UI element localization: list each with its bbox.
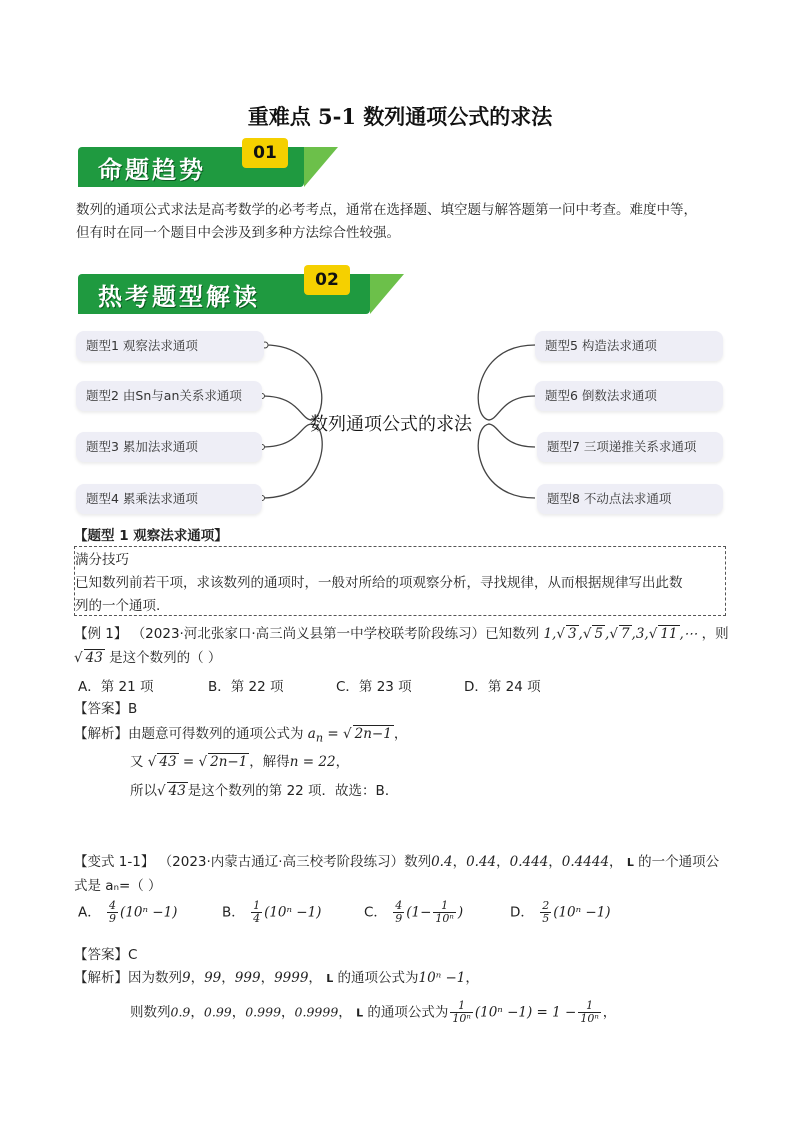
variant1-option-d (510, 900, 611, 925)
section-banner-hot-types (78, 270, 388, 314)
section-banner-trend (78, 143, 318, 187)
connector-left-2 (262, 396, 312, 420)
connector-right-3 (488, 424, 535, 447)
banner-label: 热考题型解读 (98, 282, 260, 311)
option-expr: (10ⁿ −1) (264, 904, 322, 921)
variant1-prefix: 【变式 1-1】 (74, 854, 155, 870)
frac-num: 1 (433, 900, 455, 913)
mindmap-item-1: 题型1 观察法求通项 (76, 331, 264, 361)
variant1-analysis-2 (130, 1000, 616, 1025)
fraction (578, 1000, 600, 1025)
frac-num: 1 (450, 1000, 472, 1013)
analysis-text: 是这个数列的第 22 项．故选：B． (187, 783, 399, 799)
variant1-line1 (74, 850, 719, 870)
example1-source: （2023·河北张家口·高三尚义县第一中学校联考阶段练习）已知数列 (131, 626, 540, 642)
seq-sep: ， (190, 970, 205, 986)
seq-sep: ， (452, 854, 467, 870)
example1-option-c: C．第 23 项 (336, 679, 412, 695)
analysis-label: 【解析】 (74, 726, 128, 742)
option-label: B． (222, 904, 245, 921)
fraction (540, 900, 551, 925)
tip-line-1: 已知数列前若干项，求该数列的通项时，一般对所给的项观察分析，寻找规律，从而根据规律写出此数 (75, 575, 683, 591)
type1-header: 【题型 1 观察法求通项】 (74, 528, 228, 544)
variant1-source: （2023·内蒙古通辽·高三校考阶段练习）数列 (158, 854, 432, 870)
mindmap-item-6: 题型6 倒数法求通项 (535, 381, 723, 411)
seq-sep: ， (281, 1004, 295, 1021)
seq-item: 0.4444 (561, 854, 610, 870)
mindmap-item-4: 题型4 累乘法求通项 (76, 484, 262, 514)
seq-sep: ， (231, 1004, 246, 1021)
example1-analysis-2 (130, 750, 349, 770)
variant1-analysis-1 (74, 966, 479, 986)
formula (307, 726, 394, 745)
option-label: C． (364, 904, 387, 921)
frac-num: 1 (253, 899, 261, 912)
frac-num: 1 (578, 1000, 600, 1013)
connector-left-3 (262, 424, 312, 447)
sqrt-sign (157, 783, 188, 799)
mindmap-item-3: 题型3 累加法求通项 (76, 432, 262, 462)
seq-radicand: 5 (594, 626, 604, 642)
ellipsis-glyph: L (356, 1006, 364, 1020)
seq-item: 0.4 (431, 854, 453, 870)
sqrt-sign (649, 626, 680, 642)
sqrt-sign (74, 650, 105, 666)
analysis-text: 的通项公式为 (337, 970, 419, 986)
banner-tail (370, 274, 404, 314)
option-expr: (10ⁿ −1) (120, 904, 178, 921)
radicand: 43 (159, 754, 177, 770)
example1-option-a: A．第 21 项 (78, 679, 154, 695)
sqrt-sign (148, 754, 179, 770)
analysis-text: 所以 (130, 783, 157, 799)
frac-num: 2 (542, 899, 550, 912)
fraction (107, 900, 118, 925)
example1-line2 (74, 646, 221, 666)
connector-right-1 (478, 345, 535, 420)
fraction (433, 900, 455, 925)
example1-answer (74, 697, 137, 717)
fraction (251, 900, 262, 925)
answer-value: C (128, 947, 138, 963)
connector-right-4 (478, 424, 535, 498)
frac-den: 10ⁿ (452, 1012, 471, 1025)
ellipsis-glyph: L (626, 856, 634, 869)
frac-num: 4 (109, 899, 117, 912)
seq-radicand: 7 (620, 626, 630, 642)
analysis-text: 又 (130, 754, 144, 770)
banner-label: 命题趋势 (98, 155, 206, 184)
formula-eq: = (178, 754, 199, 770)
frac-num: 4 (395, 899, 403, 912)
option-expr: (10ⁿ −1) (553, 904, 611, 921)
ellipsis-glyph: L (326, 972, 334, 985)
formula-sub: n (315, 731, 324, 745)
seq-sep: ， (308, 970, 322, 986)
example1-sequence (543, 626, 701, 642)
option-expr: ) (457, 904, 464, 921)
seq-sep: ,⋯ (679, 626, 698, 642)
mindmap-item-5: 题型5 构造法求通项 (535, 331, 723, 361)
seq-item: 99 (204, 970, 222, 986)
frac-den: 9 (109, 912, 117, 925)
intro-paragraph (76, 199, 736, 245)
analysis-text: 由题意可得数列的通项公式为 (128, 726, 304, 742)
frac-den: 10ⁿ (580, 1012, 599, 1025)
mindmap-item-8: 题型8 不动点法求通项 (537, 484, 723, 514)
example1-question: 是这个数列的（ ） (109, 650, 222, 666)
banner-number-badge: 02 (304, 265, 350, 295)
radicand: 2n−1 (354, 726, 392, 742)
sqrt-sign (199, 754, 250, 770)
seq-radicand: 3 (567, 626, 577, 642)
answer-value: B (128, 701, 138, 717)
formula-eq: = (323, 726, 344, 742)
banner-number-badge: 01 (242, 138, 288, 168)
mindmap-center-label: 数列通项公式的求法 (310, 414, 472, 435)
analysis-text: ， (393, 726, 408, 742)
analysis-text: ，解得 (249, 754, 290, 770)
seq-item: 9 (182, 970, 191, 986)
connector-left-1 (265, 345, 322, 420)
example1-option-b: B．第 22 项 (208, 679, 284, 695)
seq-sep: ， (338, 1004, 352, 1021)
variant1-answer (74, 943, 137, 963)
sqrt-sign (556, 626, 578, 642)
seq-sep: ， (548, 854, 562, 870)
formula: 10ⁿ −1 (418, 970, 466, 986)
seq-sep: , (578, 626, 583, 642)
formula-a: a (307, 726, 316, 742)
seq-item: 999 (234, 970, 261, 986)
tip-line-2: 列的一个通项. (75, 598, 161, 614)
variant1-option-b (222, 900, 321, 925)
sqrt-sign (583, 626, 605, 642)
sqrt-sign (343, 726, 394, 742)
formula: (10ⁿ −1) = 1 − (474, 1004, 577, 1021)
example1-prefix: 【例 1】 (74, 626, 128, 642)
seq-sep: ， (496, 854, 510, 870)
analysis-text: ， (602, 1004, 617, 1021)
seq-sep: ， (260, 970, 275, 986)
variant1-option-a (78, 900, 177, 925)
variant1-question-a: 的一个通项公 (638, 854, 720, 870)
analysis-text: 则数列 (130, 1004, 171, 1021)
sqrt-sign (609, 626, 631, 642)
seq-item: 0.44 (466, 854, 497, 870)
seq-item: 0.99 (203, 1004, 232, 1020)
fraction (393, 900, 404, 925)
connector-right-2 (488, 396, 535, 420)
seq-tail: ，则 (701, 626, 729, 642)
seq-item: 0.444 (509, 854, 549, 870)
example1-line1 (74, 622, 729, 642)
formula (148, 754, 250, 770)
seq-item: 1, (543, 626, 557, 642)
variant1-option-c (364, 900, 463, 925)
fraction (450, 1000, 472, 1025)
frac-den: 10ⁿ (435, 912, 454, 925)
radicand: 43 (85, 650, 103, 666)
tip-title: 满分技巧 (75, 552, 129, 568)
seq-sep: , (605, 626, 610, 642)
analysis-text: ， (335, 754, 350, 770)
formula-n: n = 22 (289, 754, 336, 770)
option-label: A． (78, 904, 101, 921)
seq-item: 0.999 (245, 1004, 282, 1020)
answer-label: 【答案】 (74, 947, 128, 963)
frac-den: 4 (253, 912, 261, 925)
analysis-label: 【解析】 (74, 970, 128, 986)
frac-den: 5 (542, 912, 550, 925)
seq-item: 0.9999 (294, 1004, 339, 1020)
mindmap-item-2: 题型2 由Sn与an关系求通项 (76, 381, 262, 411)
analysis-text: ， (465, 970, 479, 986)
banner-tail (304, 147, 338, 187)
analysis-text: 的通项公式为 (367, 1004, 449, 1021)
seq-sep: ,3, (631, 626, 649, 642)
radicand: 2n−1 (210, 754, 248, 770)
mindmap-item-7: 题型7 三项递推关系求通项 (537, 432, 723, 462)
intro-line-2: 但有时在同一个题目中会涉及到多种方法综合性较强。 (76, 225, 400, 241)
seq-item: 0.9 (170, 1004, 191, 1020)
example1-analysis-3 (130, 779, 398, 799)
answer-label: 【答案】 (74, 701, 128, 717)
intro-line-1: 数列的通项公式求法是高考数学的必考考点，通常在选择题、填空题与解答题第一问中考查。难度中等， (76, 202, 697, 218)
radicand: 43 (168, 783, 186, 799)
seq-radicand: 11 (660, 626, 678, 642)
analysis-text: 因为数列 (128, 970, 182, 986)
page-title: 重难点 5-1 数列通项公式的求法 (247, 104, 553, 129)
seq-sep: ， (221, 970, 235, 986)
frac-den: 9 (395, 912, 403, 925)
tip-box (74, 546, 726, 616)
variant1-line2: 式是 aₙ=（ ） (74, 878, 162, 894)
example1-analysis-1 (74, 722, 407, 745)
example1-option-d: D．第 24 项 (464, 679, 541, 695)
option-expr: (1− (406, 904, 432, 921)
seq-sep: ， (609, 854, 623, 870)
option-label: D． (510, 904, 534, 921)
seq-item: 9999 (274, 970, 309, 986)
seq-sep: ， (190, 1004, 204, 1021)
